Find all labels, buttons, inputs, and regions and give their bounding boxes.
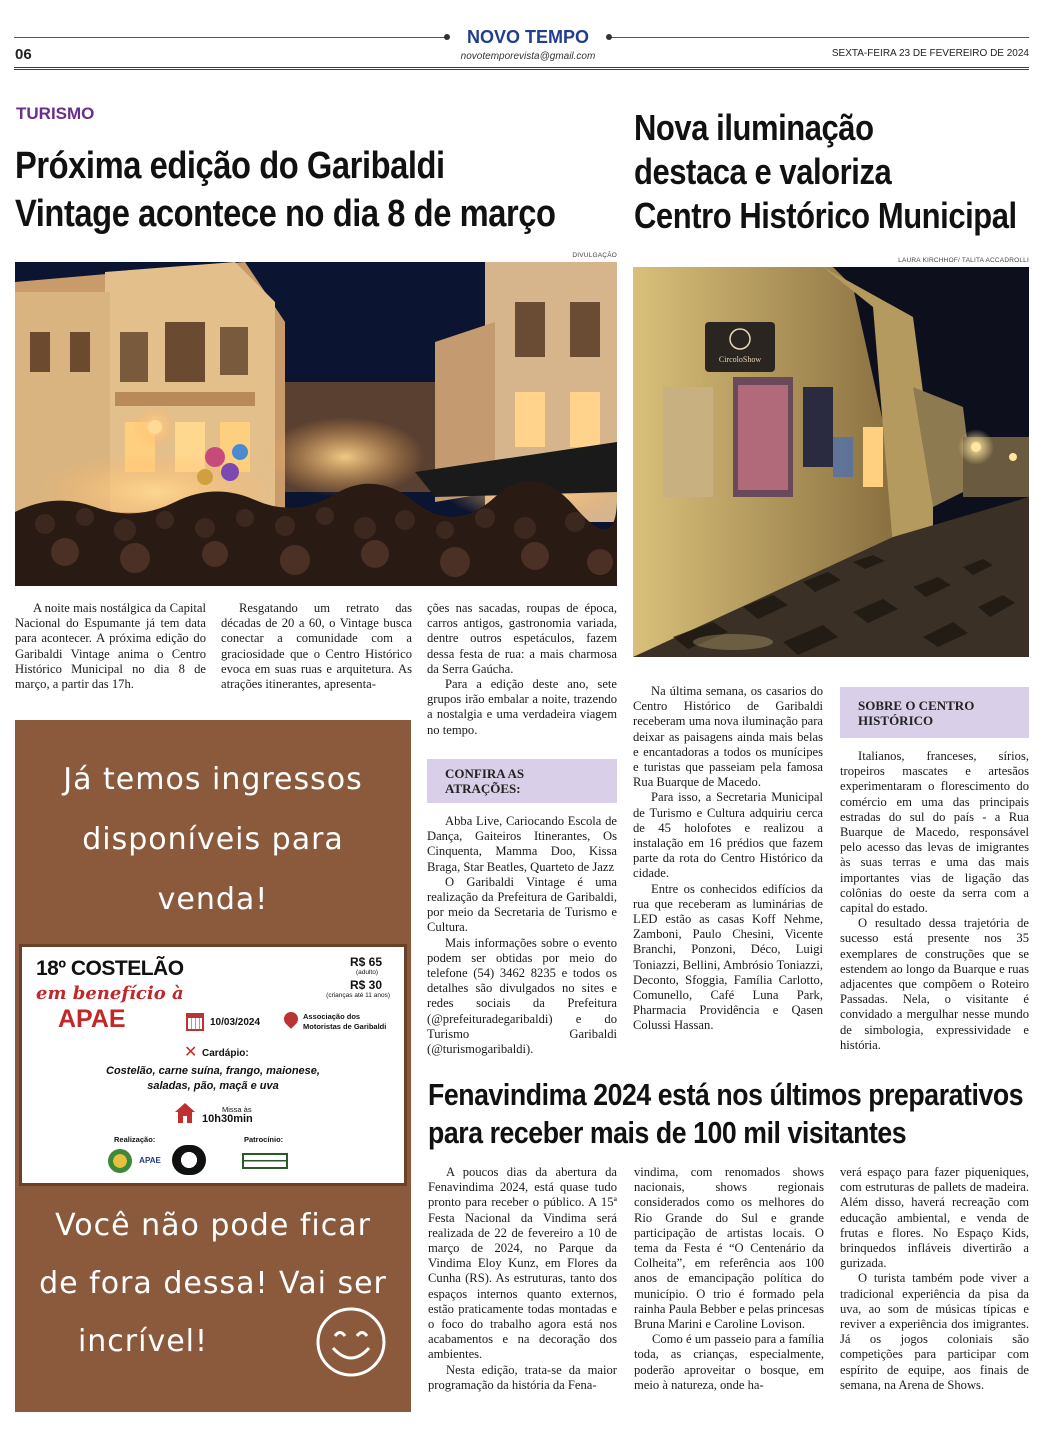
photo-centro-historico-night <box>633 267 1029 657</box>
ad-bottom-line3: incrível! <box>77 1324 209 1359</box>
article2-col2: Italianos, franceses, sírios, tropeiros mascates e artesãos experimentaram o florescimento do comércio em uma das principais estradas do sul do país - a Rua Buarque de Macedo, responsável pelo acesso das levas de imigrantes às suas terras e uma das mais importantes vias de ligação das colônias do oeste da serra com a capital do estado. O resultado dessa trajetória de sucesso está presente nos 35 exemplares de construções que se estendem ao longo da Buarque e ruas adjacentes que compõem o Roteiro Passadas. Nela, o visitante é convidado a mergulhar nesse mundo de simbologia, expressividade e história. <box>840 749 1029 1052</box>
flyer-mass-label: Missa às <box>222 1105 252 1114</box>
motoristas-logo-icon <box>172 1145 206 1175</box>
flyer-price-adult-note: (adulto) <box>355 969 378 976</box>
ad-bottom-line2: de fora dessa! Vai ser <box>39 1266 387 1301</box>
flyer-mass-time: 10h30min <box>202 1113 253 1125</box>
headline-fenavindima-l1: Fenavindima 2024 está nos últimos preparativos <box>428 1077 1024 1112</box>
flyer-price-adult: R$ 65 <box>349 955 382 969</box>
flyer-menu-title: Cardápio: <box>202 1048 249 1059</box>
section-label: TURISMO <box>16 104 95 123</box>
article1-col1: A noite mais nostálgica da Capital Nacional do Espumante já tem data para acontecer. A próxima edição do Garibaldi Vintage anima o Centro Histórico Municipal no dia 8 de março, a partir das 17h. <box>15 601 206 692</box>
prefeitura-logo-icon <box>108 1149 132 1173</box>
article3-col3: verá espaço para fazer piqueniques, com estruturas de pallets de madeira. Além disso, haverá recreação com educação ambiental, e venda de frutas e flores. No Espaço Kids, brinquedos infláveis divertirão a gurizada. O turista também pode viver a tradicional experiência da pisa da uva, ao som de músicas típicas e reviver a experiência dos imigrantes. Já os jogos coloniais são competições para participar com espírito de equipe, aos finais de semana, na Arena de Shows. <box>840 1165 1029 1392</box>
photo-credit-2: LAURA KIRCHHOF/ TALITA ACCADROLLI <box>898 257 1029 264</box>
flyer-price-child-note: (crianças até 11 anos) <box>326 992 390 999</box>
flyer-place-l2: Motoristas de Garibaldi <box>303 1022 387 1031</box>
calendar-icon <box>186 1013 204 1031</box>
flyer-title: 18º COSTELÃO <box>36 957 184 980</box>
smiley-icon <box>315 1306 387 1378</box>
masthead-rule-right <box>610 37 1029 38</box>
flyer-realizacao: Realização: <box>114 1135 156 1144</box>
box-sobre-centro-historico: SOBRE O CENTRO HISTÓRICO <box>840 687 1029 738</box>
article2-col1: Na última semana, os casarios do Centro Histórico de Garibaldi receberam uma nova iluminação para deixar as paisagens ainda mais belas e encantadoras a todos os munícipes e turistas que passeiam pela famosa Rua Buarque de Macedo. Para isso, a Secretaria Municipal de Turismo e Cultura adquiriu cerca de 45 holofotes e realizou a instalação em 16 prédios que fazem parte da rota do Centro Histórico da cidade. Entre os conhecidos edifícios da rua que receberam as luminárias de LED estão as casas Koff Nehme, Zamboni, Paulo Chesini, Vicente Branchi, Ponzoni, Déco, Luigi Toniazzi, Bellini, Ambrósio Toniazzi, Deconto, Sfoggia, Família Carlotto, Comunello, Café Luna Park, Pharmacia Providência e Qasen Colussi Hassan. <box>633 684 823 1033</box>
masthead-rule-left <box>14 37 446 38</box>
paper-email[interactable]: novotemporevista@gmail.com <box>460 51 596 62</box>
flyer-patrocinio: Patrocínio: <box>244 1135 284 1144</box>
flyer-menu-l2: saladas, pão, maçã e uva <box>147 1080 279 1092</box>
issue-date: SEXTA-FEIRA 23 DE FEVEREIRO DE 2024 <box>831 48 1029 59</box>
page-number: 06 <box>15 46 32 63</box>
ad-flyer <box>19 944 407 1186</box>
store-sign-text: CircoloShow <box>718 355 762 364</box>
flyer-menu-l1: Costelão, carne suína, frango, maionese, <box>106 1065 320 1077</box>
headline-fenavindima-l2: para receber mais de 100 mil visitantes <box>428 1115 907 1150</box>
headline-garibaldi-vintage-l2: Vintage acontece no dia 8 de março <box>15 193 556 235</box>
headline-iluminacao-l1: Nova iluminação <box>634 107 874 148</box>
headline-iluminacao-l3: Centro Histórico Municipal <box>634 195 1017 236</box>
sponsor-logo-icon <box>242 1153 288 1169</box>
photo-vintage-street-party <box>15 262 617 586</box>
photo-credit: DIVULGAÇÃO <box>572 252 617 259</box>
article3-col1: A poucos dias da abertura da Fenavindima 2024, está quase tudo pronto para receber o público. A 15ª Festa Nacional da Vindima será realizada de 22 de fevereiro a 10 de março de 2024, no Parque da Vindima Eloy Kunz, em Flores da Cunha (RS). As estruturas, tanto dos espaços internos quanto externos, estão praticamente todas montadas e o foco do trabalho agora está nos acabamentos e na decoração dos ambientes. Nesta edição, trata-se da maior programação da história da Fena- <box>428 1165 617 1392</box>
article1-col3-cont: Abba Live, Cariocando Escola de Dança, Gaiteiros Itinerantes, Os Cinquenta, Mamma Doo, Kissa Braga, Star Beatles, Quarteto de Jazz O Garibaldi Vintage é uma realização da Prefeitura de Garibaldi, por meio da Secretaria de Turismo e Cultura. Mais informações sobre o evento podem ser obtidas por meio do telefone (54) 3462 8235 e todos os detalhes são divulgados no sites e redes sociais da Prefeitura (@prefeituradegaribaldi) e do Turismo Garibaldi (@turismogaribaldi). <box>427 814 617 1057</box>
church-icon <box>174 1103 196 1123</box>
ad-bottom-line1: Você não pode ficar <box>55 1208 371 1243</box>
header-rule <box>14 67 1029 71</box>
ad-top-line3: venda! <box>157 882 269 917</box>
location-pin-icon <box>281 1009 301 1029</box>
apae-logo-icon: APAE <box>139 1156 161 1165</box>
ad-costelao[interactable] <box>15 720 411 1412</box>
flyer-date: 10/03/2024 <box>210 1017 261 1028</box>
ad-top-line2: disponíveis para <box>82 822 344 857</box>
headline-iluminacao-l2: destaca e valoriza <box>634 151 892 192</box>
article3-col2: vindima, com renomados shows nacionais, shows regionais considerados como os melhores do Rio Grande do Sul e grande participação de artistas locais. O tema da Festa é “O Centenário da Colheita”, em referência aos 100 anos de emancipação política do município. O trio é formado pela rainha Paula Bebber e pelas princesas Bruna Marini e Caroline Lovison. Como é um passeio para a família toda, as crianças, especialmente, poderão aproveitar o bosque, em meio à natureza, onde ha- <box>634 1165 824 1392</box>
article1-col2: Resgatando um retrato das décadas de 20 a 60, o Vintage busca conectar a comunidade com a graciosidade que o Centro Histórico evoca em suas ruas e arquitetura. As atrações itinerantes, apresenta- <box>221 601 412 692</box>
box-confira-atracoes: CONFIRA AS ATRAÇÕES: <box>427 759 617 803</box>
headline-garibaldi-vintage-l1: Próxima edição do Garibaldi <box>15 145 445 187</box>
paper-name: NOVO TEMPO <box>466 27 589 47</box>
ad-top-line1: Já temos ingressos <box>63 762 363 797</box>
masthead <box>0 0 1058 72</box>
flyer-subtitle: em benefício à <box>36 983 184 1004</box>
flyer-price-child: R$ 30 <box>349 978 382 992</box>
article1-col3: ções nas sacadas, roupas de época, carros antigos, gastronomia variada, dentre outros espetáculos, fazem dessa festa de rua: a mais charmosa da Serra Gaúcha. Para a edição deste ano, sete grupos irão embalar a noite, trazendo a nostalgia e uma verdadeira viagem no tempo. <box>427 601 617 737</box>
flyer-place-l1: Associação dos <box>303 1012 361 1021</box>
cutlery-icon: ✕ <box>184 1042 198 1061</box>
flyer-apae: APAE <box>58 1005 126 1033</box>
